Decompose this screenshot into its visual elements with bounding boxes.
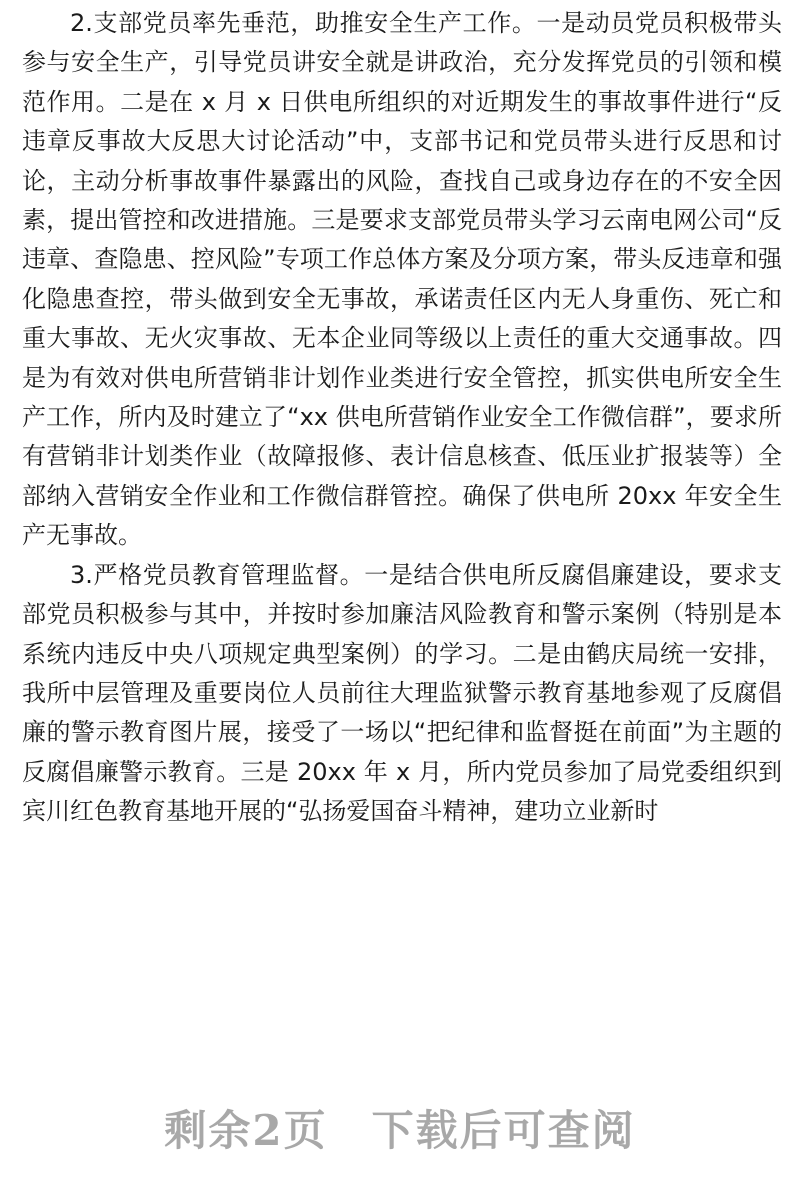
paragraph-safety-production: 2.支部党员率先垂范，助推安全生产工作。一是动员党员积极带头参与安全生产，引导党员讲安全就是讲政治，充分发挥党员的引领和模范作用。二是在 x 月 x 日供电所组织的对近期发生的事故事件进行“反违章反事故大反思大讨论活动”中，支部书记和党员带头进行反思和讨论，主动分析事故事件暴露出的风险，查找自己或身边存在的不安全因素，提出管控和改进措施。三是要求支部党员带头学习云南电网公司“反违章、查隐患、控风险”专项工作总体方案及分项方案，带头反违章和强化隐患查控，带头做到安全无事故，承诺责任区内无人身重伤、死亡和重大事故、无火灾事故、无本企业同等级以上责任的重大交通事故。四是为有效对供电所营销非计划作业类进行安全管控，抓实供电所安全生产工作，所内及时建立了“xx 供电所营销作业安全工作微信群”，要求所有营销非计划类作业（故障报修、表计信息核查、低压业扩报装等）全部纳入营销安全作业和工作微信群管控。确保了供电所 20xx 年安全生产无事故。 xyxy=(22,9,782,550)
download-prompt[interactable] xyxy=(0,1098,800,1158)
document-body xyxy=(22,0,782,832)
remaining-pages-label: 剩余2页 xyxy=(164,1106,328,1155)
paragraph-party-education: 3.严格党员教育管理监督。一是结合供电所反腐倡廉建设，要求支部党员积极参与其中，并按时参加廉洁风险教育和警示案例（特别是本系统内违反中央八项规定典型案例）的学习。二是由鹤庆局统一安排，我所中层管理及重要岗位人员前往大理监狱警示教育基地参观了反腐倡廉的警示教育图片展，接受了一场以“把纪律和监督挺在前面”为主题的反腐倡廉警示教育。三是 20xx 年 x 月，所内党员参加了局党委组织到宾川红色教育基地开展的“弘扬爱国奋斗精神，建功立业新时 xyxy=(22,560,782,826)
download-to-view-label: 下载后可查阅 xyxy=(371,1106,636,1155)
